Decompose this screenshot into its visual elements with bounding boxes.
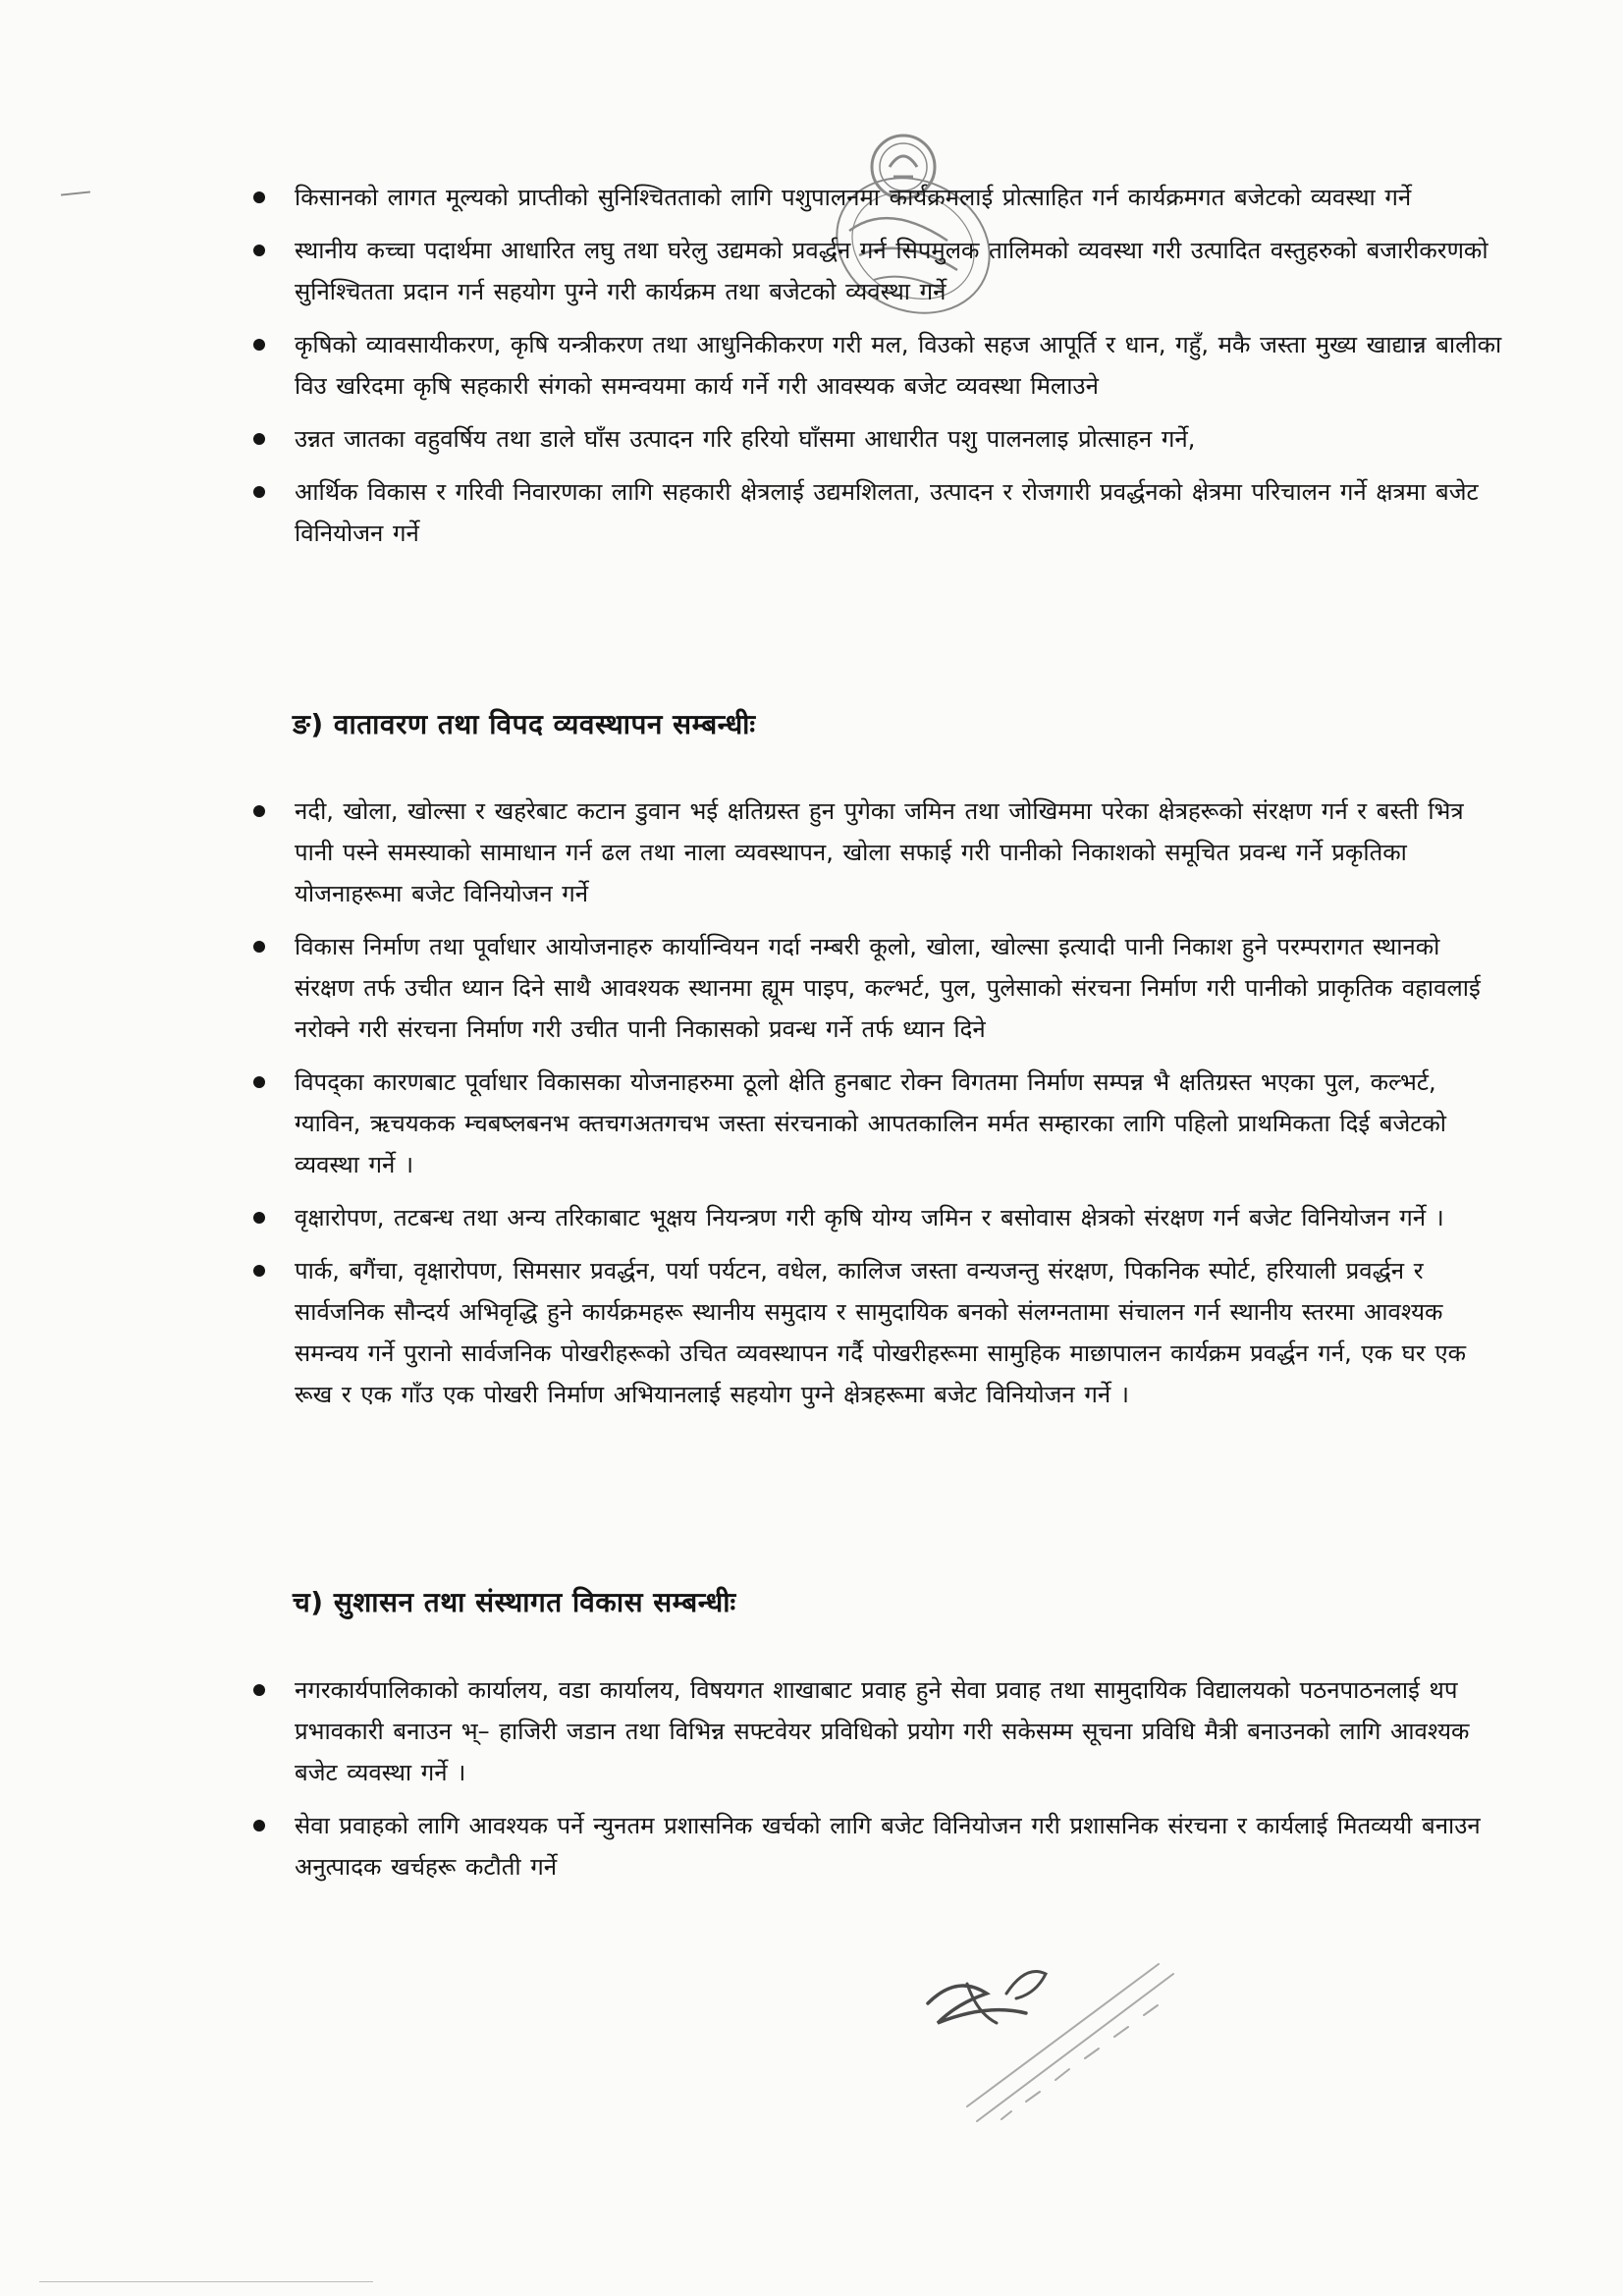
list-item: विकास निर्माण तथा पूर्वाधार आयोजनाहरु कार्यान्वियन गर्दा नम्बरी कूलो, खोला, खोल्सा इत्यादी पानी निकाश हुने परम्परागत स्थानको संरक्षण तर्फ उचीत ध्यान दिने साथै आवश्यक स्थानमा ह्यूम पाइप, कल्भर्ट, पुल, पुलेसाको संरचना निर्माण गरी पानीको प्राकृतिक वहावलाई नरोक्ने गरी संरचना निर्माण गरी उचीत पानी निकासको प्रवन्ध गर्ने तर्फ ध्यान दिने — [236, 926, 1502, 1050]
agri-list — [236, 177, 1502, 554]
section-heading-governance: च) सुशासन तथा संस्थागत विकास सम्बन्धीः — [293, 1586, 736, 1618]
list-item: स्थानीय कच्चा पदार्थमा आधारित लघु तथा घरेलु उद्यमको प्रवर्द्धन गर्न सिपमुलक तालिमको व्यवस्था गरी उत्पादित वस्तुहरुको बजारीकरणको सुनिश्चितता प्रदान गर्न सहयोग पुग्ने गरी कार्यक्रम तथा बजेटको व्यवस्था गर्ने — [236, 230, 1502, 312]
signature-stamp — [908, 1944, 1203, 2145]
list-item: कृषिको व्यावसायीकरण, कृषि यन्त्रीकरण तथा आधुनिकीकरण गरी मल, विउको सहज आपूर्ति र धान, गहुँ, मकै जस्ता मुख्य खाद्यान्न बालीका विउ खरिदमा कृषि सहकारी संगको समन्वयमा कार्य गर्ने गरी आवस्यक बजेट व्यवस्था मिलाउने — [236, 324, 1502, 407]
list-item: किसानको लागत मूल्यको प्राप्तीको सुनिश्चितताको लागि पशुपालनमा कार्यक्रमलाई प्रोत्साहित गर्न कार्यक्रमगत बजेटको व्यवस्था गर्ने — [236, 177, 1502, 218]
bottom-rule — [39, 2281, 373, 2282]
list-item: आर्थिक विकास र गरिवी निवारणका लागि सहकारी क्षेत्रलाई उद्यमशिलता, उत्पादन र रोजगारी प्रवर्द्धनको क्षेत्रमा परिचालन गर्ने क्षत्रमा बजेट विनियोजन गर्ने — [236, 471, 1502, 554]
governance-section — [236, 1669, 1502, 1899]
list-item: उन्नत जातका वहुवर्षिय तथा डाले घाँस उत्पादन गरि हरियो घाँसमा आधारीत पशु पालनलाइ प्रोत्साहन गर्ने, — [236, 418, 1502, 460]
agri-section — [236, 177, 1502, 566]
list-item: पार्क, बगैंचा, वृक्षारोपण, सिमसार प्रवर्द्धन, पर्या पर्यटन, वधेल, कालिज जस्ता वन्यजन्तु संरक्षण, पिकनिक स्पोर्ट, हरियाली प्रवर्द्धन र सार्वजनिक सौन्दर्य अभिवृद्धि हुने कार्यक्रमहरू स्थानीय समुदाय र सामुदायिक बनको संलग्नतामा संचालन गर्न स्थानीय स्तरमा आवश्यक समन्वय गर्ने पुरानो सार्वजनिक पोखरीहरूको उचित व्यवस्थापन गर्दै पोखरीहरूमा सामुहिक माछापालन कार्यक्रम प्रवर्द्धन गर्न, एक घर एक रूख र एक गाँउ एक पोखरी निर्माण अभियानलाई सहयोग पुग्ने क्षेत्रहरूमा बजेट विनियोजन गर्ने । — [236, 1250, 1502, 1415]
list-item: नगरकार्यपालिकाको कार्यालय, वडा कार्यालय, विषयगत शाखाबाट प्रवाह हुने सेवा प्रवाह तथा सामुदायिक विद्यालयको पठनपाठनलाई थप प्रभावकारी बनाउन भ्– हाजिरी जडान तथा विभिन्न सफ्टवेयर प्रविधिको प्रयोग गरी सकेसम्म सूचना प्रविधि मैत्री बनाउनको लागि आवश्यक बजेट व्यवस्था गर्ने । — [236, 1669, 1502, 1793]
environment-list — [236, 791, 1502, 1415]
list-item: विपद्का कारणबाट पूर्वाधार विकासका योजनाहरुमा ठूलो क्षेति हुनबाट रोक्न विगतमा निर्माण सम्पन्न भै क्षतिग्रस्त भएका पुल, कल्भर्ट, ग्याविन, ऋचयकक म्चबष्लबनभ क्तचगअतगचभ जस्ता संरचनाको आपतकालिन मर्मत सम्हारका लागि पहिलो प्राथमिकता दिई बजेटको व्यवस्था गर्ने । — [236, 1062, 1502, 1185]
section-heading-environment: ङ) वातावरण तथा विपद व्यवस्थापन सम्बन्धीः — [293, 708, 756, 740]
margin-mark — [61, 191, 90, 195]
list-item: सेवा प्रवाहको लागि आवश्यक पर्ने न्युनतम प्रशासनिक खर्चको लागि बजेट विनियोजन गरी प्रशासनिक संरचना र कार्यलाई मितव्ययी बनाउन अनुत्पादक खर्चहरू कटौती गर्ने — [236, 1805, 1502, 1887]
environment-section — [236, 791, 1502, 1427]
list-item: नदी, खोला, खोल्सा र खहरेबाट कटान डुवान भई क्षतिग्रस्त हुन पुगेका जमिन तथा जोखिममा परेका क्षेत्रहरूको संरक्षण गर्न र बस्ती भित्र पानी पस्ने समस्याको सामाधान गर्न ढल तथा नाला व्यवस्थापन, खोला सफाई गरी पानीको निकाशको समूचित प्रवन्ध गर्ने प्रकृतिका योजनाहरूमा बजेट विनियोजन गर्ने — [236, 791, 1502, 914]
governance-list — [236, 1669, 1502, 1887]
list-item: वृक्षारोपण, तटबन्ध तथा अन्य तरिकाबाट भूक्षय नियन्त्रण गरी कृषि योग्य जमिन र बसोवास क्षेत्रको संरक्षण गर्न बजेट विनियोजन गर्ने । — [236, 1197, 1502, 1238]
